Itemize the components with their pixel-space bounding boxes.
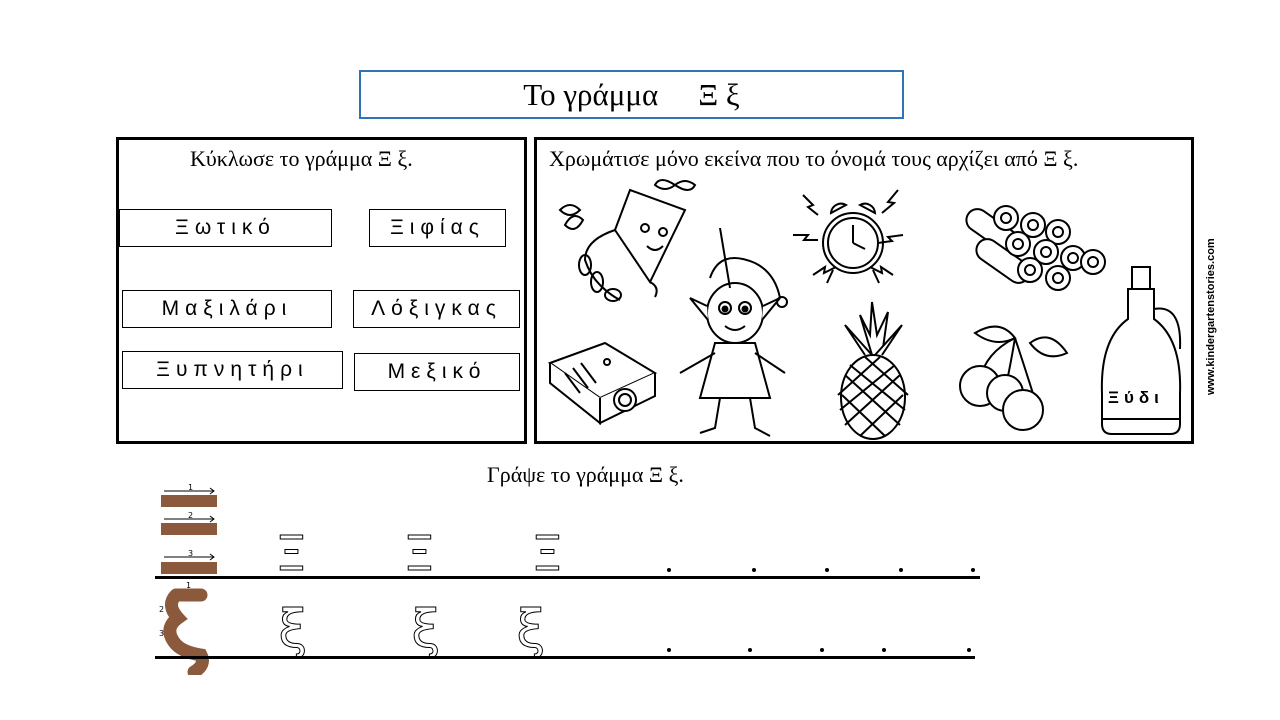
upper-stroke-guide <box>156 484 228 579</box>
write-instruction: Γράψε το γράμμα Ξ ξ. <box>487 462 684 487</box>
trace-letter-lower[interactable]: ξ <box>515 600 547 660</box>
start-dot[interactable] <box>667 648 671 652</box>
trace-letter-upper[interactable]: Ξ <box>277 526 306 582</box>
trace-letter-lower[interactable]: ξ <box>277 600 309 660</box>
vinegar-bottle-icon[interactable] <box>1092 264 1187 439</box>
trace-letter-upper[interactable]: Ξ <box>405 526 434 582</box>
logs-icon[interactable] <box>958 180 1113 305</box>
start-dot[interactable] <box>971 568 975 572</box>
title-text: Το γράμμα <box>523 76 659 112</box>
word-box[interactable]: Μαξιλάρι <box>122 290 332 328</box>
stroke-number: 3 <box>188 549 194 558</box>
title-letters: Ξ ξ <box>698 76 740 112</box>
word-box[interactable]: Ξυπνητήρι <box>122 351 343 389</box>
word-box[interactable]: Ξωτικό <box>119 209 332 247</box>
start-dot[interactable] <box>752 568 756 572</box>
color-instruction: Χρωμάτισε μόνο εκείνα που το όνομά τους αρχίζει από Ξ ξ. <box>549 146 1079 171</box>
sharpener-icon[interactable] <box>545 338 660 433</box>
bottle-label: Ξύδι <box>1108 388 1164 407</box>
start-dot[interactable] <box>825 568 829 572</box>
word-box[interactable]: Ξιφίας <box>369 209 506 247</box>
stroke-number: 3 <box>159 629 165 638</box>
start-dot[interactable] <box>667 568 671 572</box>
word-box[interactable]: Μεξικό <box>354 353 520 391</box>
circle-instruction: Κύκλωσε το γράμμα Ξ ξ. <box>190 146 413 171</box>
stroke-number: 2 <box>159 605 165 614</box>
alarm-clock-icon[interactable] <box>783 175 918 300</box>
start-dot[interactable] <box>967 648 971 652</box>
trace-letter-lower[interactable]: ξ <box>410 600 442 660</box>
start-dot[interactable] <box>820 648 824 652</box>
pineapple-icon[interactable] <box>830 300 915 440</box>
word-box[interactable]: Λόξιγκας <box>353 290 520 328</box>
trace-letter-upper[interactable]: Ξ <box>533 526 562 582</box>
stroke-number: 1 <box>188 484 194 492</box>
stroke-number: 2 <box>188 511 194 520</box>
cherries-icon[interactable] <box>955 318 1075 433</box>
stroke-number: 1 <box>186 581 192 590</box>
start-dot[interactable] <box>899 568 903 572</box>
start-dot[interactable] <box>748 648 752 652</box>
lower-stroke-guide <box>156 580 216 675</box>
page-title <box>359 70 904 119</box>
elf-icon[interactable] <box>670 228 800 442</box>
start-dot[interactable] <box>882 648 886 652</box>
site-url: www.kindergartenstories.com <box>1205 238 1217 395</box>
